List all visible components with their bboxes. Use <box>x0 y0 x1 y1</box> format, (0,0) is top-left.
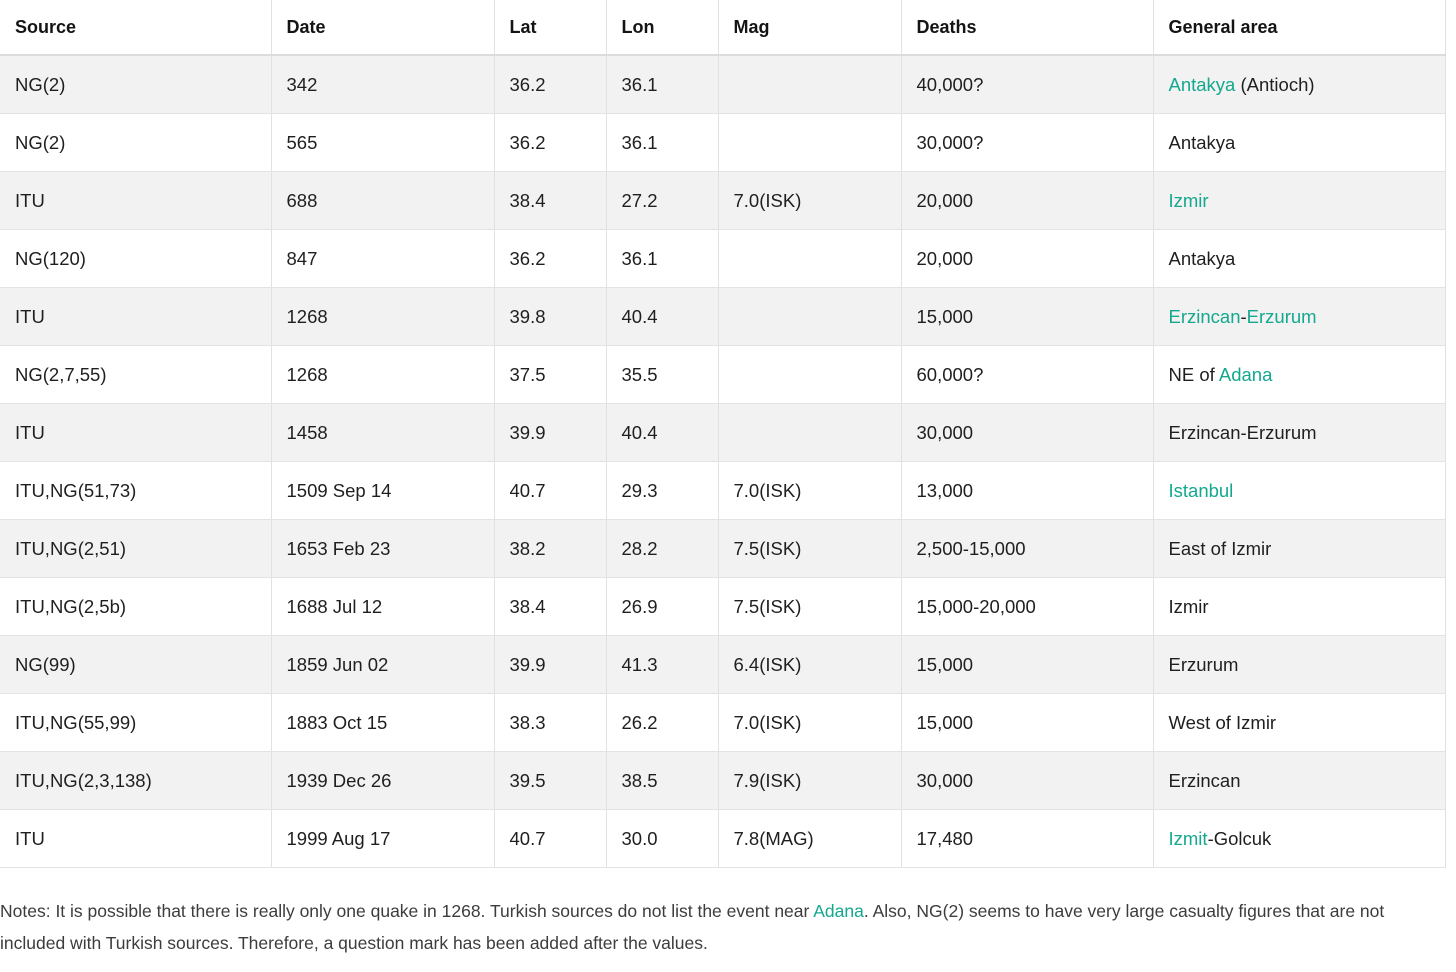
cell-deaths: 15,000 <box>901 694 1153 752</box>
table-header <box>0 0 1445 55</box>
cell-lat: 40.7 <box>494 462 606 520</box>
cell-general-area <box>1153 694 1445 752</box>
cell-lon: 27.2 <box>606 172 718 230</box>
cell-general-area <box>1153 172 1445 230</box>
area-text: - <box>1240 305 1247 327</box>
cell-date: 1883 Oct 15 <box>271 694 494 752</box>
table-row <box>0 55 1445 114</box>
cell-lat: 38.4 <box>494 172 606 230</box>
table-row <box>0 114 1445 172</box>
cell-lat: 36.2 <box>494 114 606 172</box>
cell-date: 1268 <box>271 288 494 346</box>
area-text: Antakya <box>1168 247 1236 269</box>
cell-lon: 35.5 <box>606 346 718 404</box>
header-deaths: Deaths <box>901 0 1153 55</box>
area-link[interactable]: Adana <box>1218 363 1273 385</box>
area-text: West of Izmir <box>1168 711 1277 733</box>
cell-deaths: 30,000 <box>901 752 1153 810</box>
area-link[interactable]: Istanbul <box>1168 479 1234 501</box>
cell-lat: 38.3 <box>494 694 606 752</box>
cell-deaths: 15,000 <box>901 636 1153 694</box>
cell-source: ITU <box>0 288 271 346</box>
cell-lat: 40.7 <box>494 810 606 868</box>
table-row <box>0 172 1445 230</box>
cell-date: 342 <box>271 55 494 114</box>
cell-source: ITU,NG(51,73) <box>0 462 271 520</box>
area-text: Erzincan-Erzurum <box>1168 421 1317 443</box>
cell-source: ITU,NG(55,99) <box>0 694 271 752</box>
area-text: NE of <box>1168 363 1219 385</box>
cell-lat: 36.2 <box>494 230 606 288</box>
cell-lat: 39.8 <box>494 288 606 346</box>
cell-source: NG(120) <box>0 230 271 288</box>
notes-text: Notes: It is possible that there is really only one quake in 1268. Turkish sources do not list the event near <box>0 901 814 921</box>
cell-general-area <box>1153 288 1445 346</box>
cell-deaths: 15,000 <box>901 288 1153 346</box>
header-row <box>0 0 1445 55</box>
cell-source: NG(2) <box>0 114 271 172</box>
cell-mag <box>718 55 901 114</box>
cell-date: 688 <box>271 172 494 230</box>
cell-lon: 36.1 <box>606 55 718 114</box>
cell-deaths: 30,000 <box>901 404 1153 462</box>
cell-general-area <box>1153 462 1445 520</box>
cell-source: NG(2) <box>0 55 271 114</box>
header-general-area: General area <box>1153 0 1445 55</box>
cell-deaths: 2,500-15,000 <box>901 520 1153 578</box>
header-date: Date <box>271 0 494 55</box>
cell-lon: 30.0 <box>606 810 718 868</box>
cell-source: NG(99) <box>0 636 271 694</box>
cell-general-area <box>1153 520 1445 578</box>
table-row <box>0 230 1445 288</box>
cell-deaths: 60,000? <box>901 346 1153 404</box>
cell-lat: 37.5 <box>494 346 606 404</box>
cell-lon: 26.9 <box>606 578 718 636</box>
area-text: -Golcuk <box>1207 827 1272 849</box>
table-row <box>0 810 1445 868</box>
area-link[interactable]: Izmit <box>1168 827 1208 849</box>
cell-lat: 36.2 <box>494 55 606 114</box>
cell-mag: 7.5(ISK) <box>718 520 901 578</box>
table-row <box>0 288 1445 346</box>
table-row <box>0 636 1445 694</box>
header-source: Source <box>0 0 271 55</box>
cell-general-area <box>1153 346 1445 404</box>
cell-date: 1509 Sep 14 <box>271 462 494 520</box>
cell-deaths: 13,000 <box>901 462 1153 520</box>
cell-lat: 38.2 <box>494 520 606 578</box>
cell-mag: 7.0(ISK) <box>718 172 901 230</box>
cell-general-area <box>1153 230 1445 288</box>
table-row <box>0 752 1445 810</box>
cell-source: ITU <box>0 810 271 868</box>
cell-general-area <box>1153 636 1445 694</box>
cell-general-area <box>1153 810 1445 868</box>
cell-deaths: 20,000 <box>901 172 1153 230</box>
table-row <box>0 462 1445 520</box>
cell-mag <box>718 288 901 346</box>
cell-date: 1653 Feb 23 <box>271 520 494 578</box>
area-text: Antakya <box>1168 131 1236 153</box>
cell-date: 565 <box>271 114 494 172</box>
cell-deaths: 15,000-20,000 <box>901 578 1153 636</box>
table-row <box>0 346 1445 404</box>
area-link[interactable]: Erzurum <box>1246 305 1317 327</box>
cell-date: 1999 Aug 17 <box>271 810 494 868</box>
area-link[interactable]: Erzincan <box>1168 305 1241 327</box>
table-row <box>0 578 1445 636</box>
cell-lon: 40.4 <box>606 288 718 346</box>
cell-date: 1268 <box>271 346 494 404</box>
cell-lon: 26.2 <box>606 694 718 752</box>
notes-paragraph <box>0 895 1440 959</box>
cell-lon: 29.3 <box>606 462 718 520</box>
cell-lon: 38.5 <box>606 752 718 810</box>
cell-source: ITU,NG(2,51) <box>0 520 271 578</box>
notes-text: . Also, NG(2) seems to have very large casualty figures that are not included with Turkish sources. Therefore, a question mark has been added after the values. <box>0 901 1385 953</box>
cell-source: ITU <box>0 404 271 462</box>
cell-mag: 7.9(ISK) <box>718 752 901 810</box>
cell-source: NG(2,7,55) <box>0 346 271 404</box>
table-row <box>0 404 1445 462</box>
area-text: (Antioch) <box>1235 73 1315 95</box>
cell-lon: 40.4 <box>606 404 718 462</box>
cell-mag <box>718 230 901 288</box>
notes-link[interactable]: Adana <box>813 901 864 921</box>
cell-deaths: 30,000? <box>901 114 1153 172</box>
cell-lat: 39.5 <box>494 752 606 810</box>
cell-lon: 36.1 <box>606 230 718 288</box>
cell-lat: 38.4 <box>494 578 606 636</box>
cell-general-area <box>1153 752 1445 810</box>
cell-lon: 36.1 <box>606 114 718 172</box>
area-text: Erzurum <box>1168 653 1239 675</box>
cell-mag: 7.0(ISK) <box>718 462 901 520</box>
cell-general-area <box>1153 55 1445 114</box>
area-link[interactable]: Izmir <box>1168 189 1209 211</box>
cell-general-area <box>1153 114 1445 172</box>
cell-lon: 41.3 <box>606 636 718 694</box>
table-row <box>0 694 1445 752</box>
cell-date: 1458 <box>271 404 494 462</box>
area-link[interactable]: Antakya <box>1168 73 1236 95</box>
cell-date: 1859 Jun 02 <box>271 636 494 694</box>
header-mag: Mag <box>718 0 901 55</box>
cell-mag <box>718 404 901 462</box>
cell-general-area <box>1153 404 1445 462</box>
cell-mag <box>718 346 901 404</box>
area-text: Erzincan <box>1168 769 1241 791</box>
cell-general-area <box>1153 578 1445 636</box>
cell-date: 1939 Dec 26 <box>271 752 494 810</box>
cell-date: 847 <box>271 230 494 288</box>
area-text: Izmir <box>1168 595 1209 617</box>
cell-mag: 7.8(MAG) <box>718 810 901 868</box>
cell-source: ITU <box>0 172 271 230</box>
cell-mag: 7.5(ISK) <box>718 578 901 636</box>
header-lon: Lon <box>606 0 718 55</box>
cell-lat: 39.9 <box>494 404 606 462</box>
header-lat: Lat <box>494 0 606 55</box>
area-text: East of Izmir <box>1168 537 1272 559</box>
cell-date: 1688 Jul 12 <box>271 578 494 636</box>
cell-source: ITU,NG(2,3,138) <box>0 752 271 810</box>
table-body <box>0 55 1445 868</box>
cell-mag: 6.4(ISK) <box>718 636 901 694</box>
cell-source: ITU,NG(2,5b) <box>0 578 271 636</box>
cell-lon: 28.2 <box>606 520 718 578</box>
cell-lat: 39.9 <box>494 636 606 694</box>
cell-deaths: 17,480 <box>901 810 1153 868</box>
cell-mag: 7.0(ISK) <box>718 694 901 752</box>
cell-deaths: 20,000 <box>901 230 1153 288</box>
cell-deaths: 40,000? <box>901 55 1153 114</box>
table-row <box>0 520 1445 578</box>
cell-mag <box>718 114 901 172</box>
